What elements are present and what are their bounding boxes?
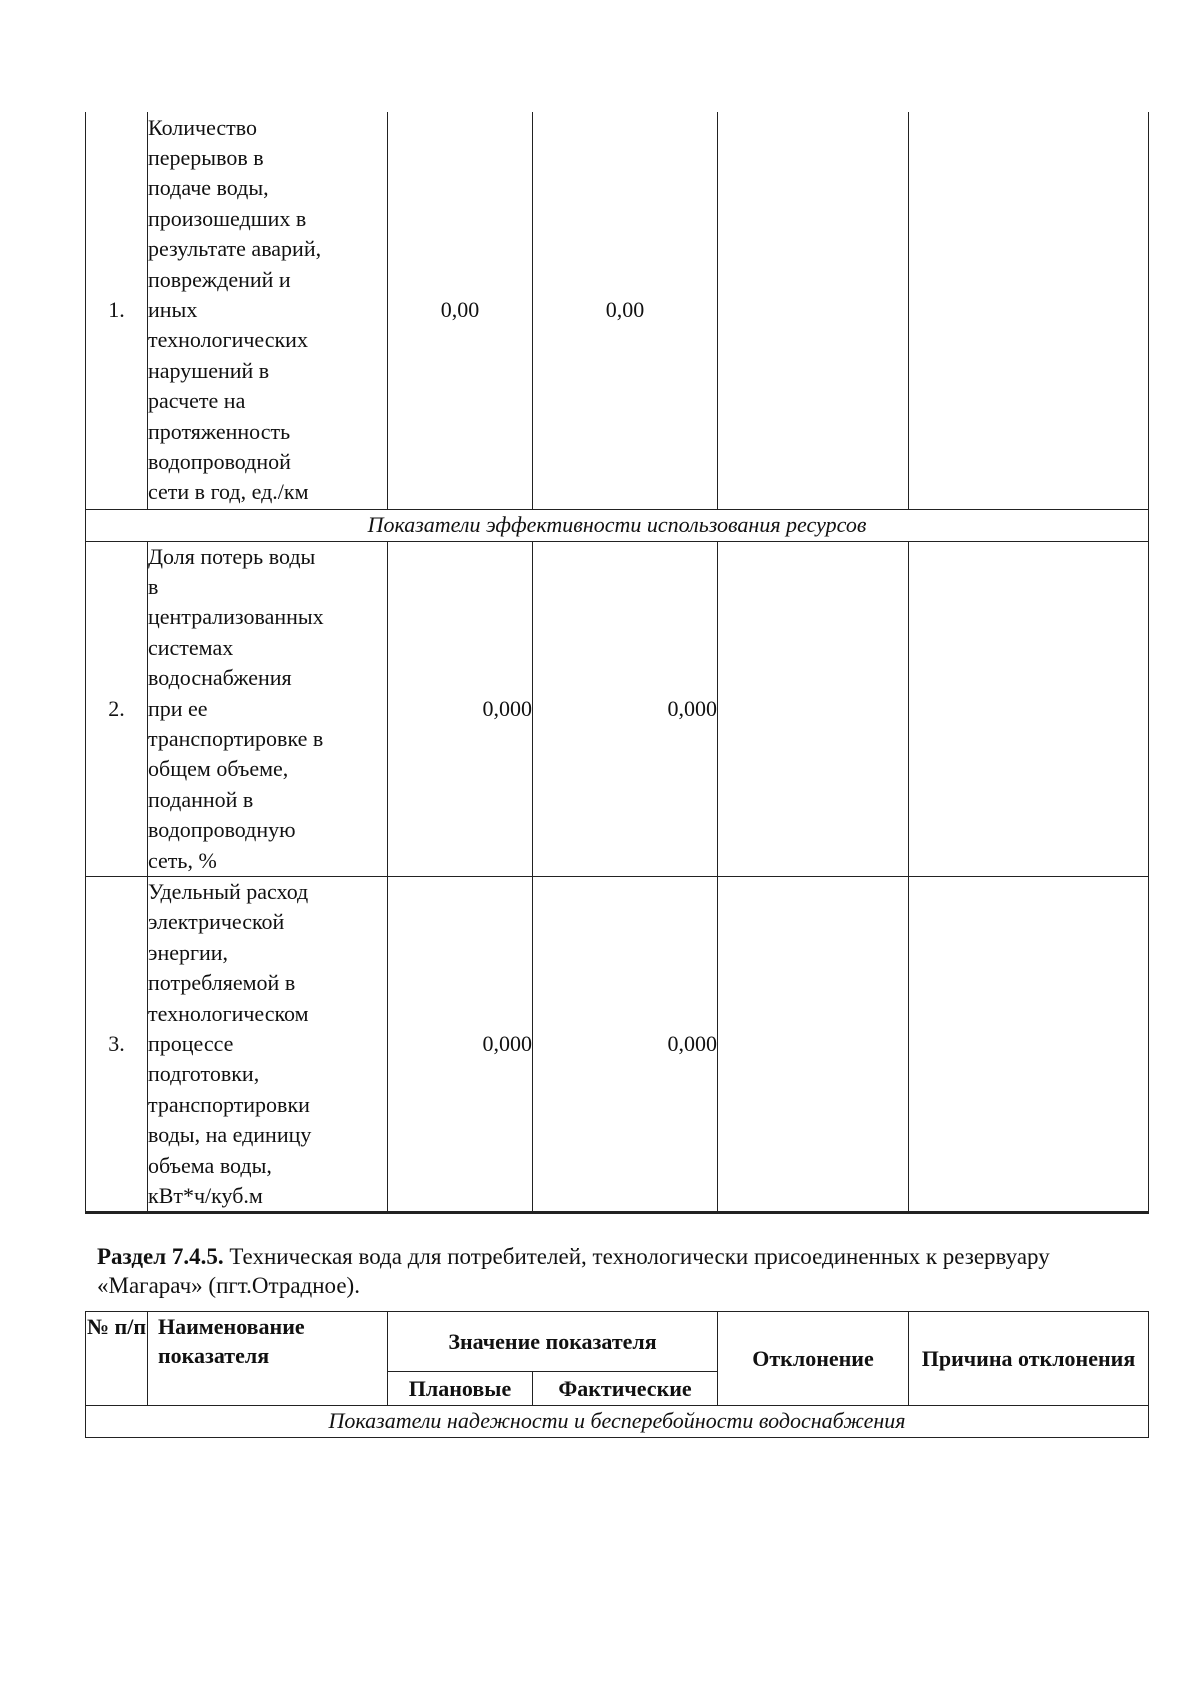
row-number: 3. [86,876,148,1212]
deviation-reason [909,876,1149,1212]
deviation-value [718,112,909,509]
deviation-reason [909,541,1149,876]
deviation-value [718,876,909,1212]
header-deviation-reason: Причина отклонения [909,1312,1149,1406]
table-row [86,876,1149,1212]
indicator-name: Количество перерывов в подаче воды, произошедших в результате аварий, повреждений и иных технологических нарушений в расчете на протяженность водопроводной сети в год, ед./км [148,112,388,509]
indicators-table-header [85,1311,1149,1438]
header-planned: Плановые [388,1372,533,1406]
row-number: 2. [86,541,148,876]
table-row [86,112,1149,509]
actual-value: 0,000 [533,876,718,1212]
indicator-name: Удельный расход электрической энергии, потребляемой в технологическом процессе подготовки, транспортировки воды, на единицу объема воды, кВт*ч/куб.м [148,876,388,1212]
header-indicator-name: Наименование показателя [148,1312,388,1406]
deviation-value [718,541,909,876]
indicator-name: Доля потерь воды в централизованных системах водоснабжения при ее транспортировке в общем объеме, поданной в водопроводную сеть, % [148,541,388,876]
row-number: 1. [86,112,148,509]
deviation-reason [909,112,1149,509]
header-deviation: Отклонение [718,1312,909,1406]
planned-value: 0,000 [388,541,533,876]
section-row [86,509,1149,541]
planned-value: 0,000 [388,876,533,1212]
section-heading-reliability: Показатели надежности и бесперебойности водоснабжения [86,1406,1149,1438]
indicators-table-continued [85,112,1149,1214]
table-row [86,541,1149,876]
section-description: Техническая вода для потребителей, технологически присоединенных к резервуару «Магарач» (пгт.Отрадное). [97,1244,1050,1298]
header-actual: Фактические [533,1372,718,1406]
section-heading-resources: Показатели эффективности использования ресурсов [86,509,1149,541]
header-indicator-value: Значение показателя [388,1312,718,1372]
section-row [86,1406,1149,1438]
actual-value: 0,000 [533,541,718,876]
actual-value: 0,00 [533,112,718,509]
header-row-number: № п/п [86,1312,148,1406]
planned-value: 0,00 [388,112,533,509]
section-label: Раздел 7.4.5. [97,1244,224,1269]
section-caption [97,1242,1147,1300]
